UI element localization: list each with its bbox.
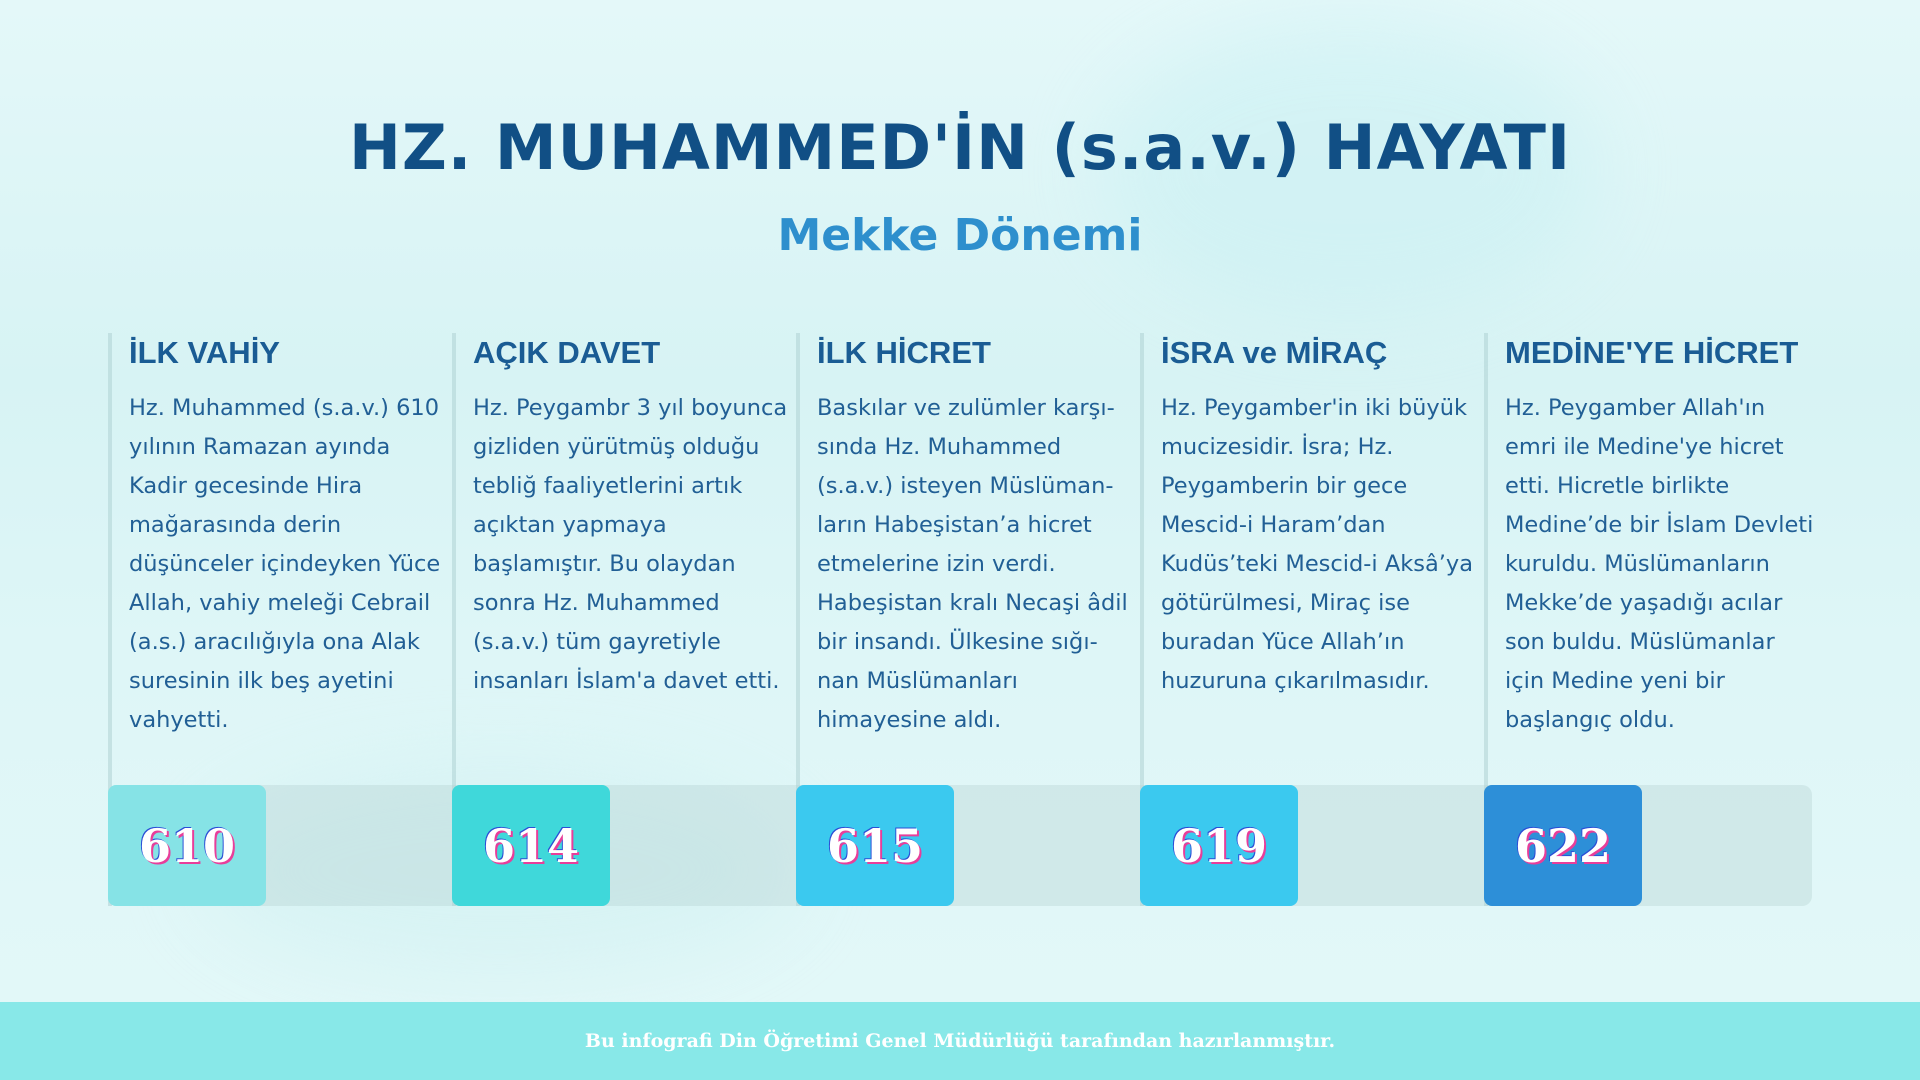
timeline-description: Baskılar ve zulümler karşı-sında Hz. Muhammed (s.a.v.) isteyen Müslüman-ların Habeşistan’a hicret etmelerine izin verdi. Habeşistan kralı Necaşi âdil bir insandı. Ülkesine sığı- nan Müslümanları himayesine aldı. bbox=[817, 395, 1128, 733]
year-badge bbox=[796, 785, 954, 906]
timeline-description: Hz. Peygamber'in iki büyük mucizesidir. İsra; Hz. Peygamberin bir gece Mescid-i Haram’dan Kudüs’teki Mescid-i Aksâ’ya götürülmesi, Miraç ise buradan Yüce Allah’ın huzuruna çıkarılmasıdır. bbox=[1161, 395, 1474, 694]
page-subtitle: Mekke Dönemi bbox=[777, 210, 1143, 261]
footer-credit: Bu infografi Din Öğretimi Genel Müdürlüğü tarafından hazırlanmıştır. bbox=[584, 1030, 1336, 1052]
timeline-description: Hz. Muhammed (s.a.v.) 610 yılının Ramazan ayında Kadir gecesinde Hira mağarasında derin düşünceler içindeyken Yüce Allah, vahiy meleği Cebrail (a.s.) aracılığıyla ona Alak suresinin ilk beş ayetini vahyetti. bbox=[129, 395, 441, 733]
year-label: 622 bbox=[1514, 818, 1612, 873]
year-label: 619 bbox=[1170, 818, 1268, 873]
timeline-description: Hz. Peygambr 3 yıl boyunca gizliden yürütmüş olduğu tebliğ faaliyetlerini artık açıktan yapmaya başlamıştır. Bu olaydan sonra Hz. Muhammed (s.a.v.) tüm gayretiyle insanları İslam'a davet etti. bbox=[473, 395, 788, 694]
year-label: 614 bbox=[482, 818, 580, 873]
timeline-heading: İLK VAHİY bbox=[129, 335, 280, 370]
year-label: 615 bbox=[826, 818, 924, 873]
timeline-item-ilk-vahiy bbox=[108, 333, 452, 906]
year-badge bbox=[1140, 785, 1298, 906]
timeline-heading: İLK HİCRET bbox=[817, 335, 991, 370]
year-badge bbox=[452, 785, 610, 906]
year-badge bbox=[108, 785, 266, 906]
timeline-heading: İSRA ve MİRAÇ bbox=[1161, 335, 1388, 370]
footer-bar bbox=[0, 1002, 1920, 1080]
timeline-heading: AÇIK DAVET bbox=[473, 335, 661, 370]
year-badge bbox=[1484, 785, 1642, 906]
year-label: 610 bbox=[138, 818, 236, 873]
timeline-item-ilk-hicret bbox=[796, 333, 1140, 906]
timeline-description: Hz. Peygamber Allah'ın emri ile Medine'ye hicret etti. Hicretle birlikte Medine’de bir İslam Devleti kuruldu. Müslümanların Mekke’de yaşadığı acılar son buldu. Müslümanlar için Medine yeni bir başlangıç oldu. bbox=[1505, 395, 1814, 733]
timeline-item-isra-ve-mirac bbox=[1140, 333, 1484, 906]
timeline-heading: MEDİNE'YE HİCRET bbox=[1505, 335, 1799, 370]
timeline-item-medineye-hicret bbox=[1484, 333, 1828, 906]
page-title: HZ. MUHAMMED'İN (s.a.v.) HAYATI bbox=[348, 111, 1572, 184]
timeline-item-acik-davet bbox=[452, 333, 796, 906]
